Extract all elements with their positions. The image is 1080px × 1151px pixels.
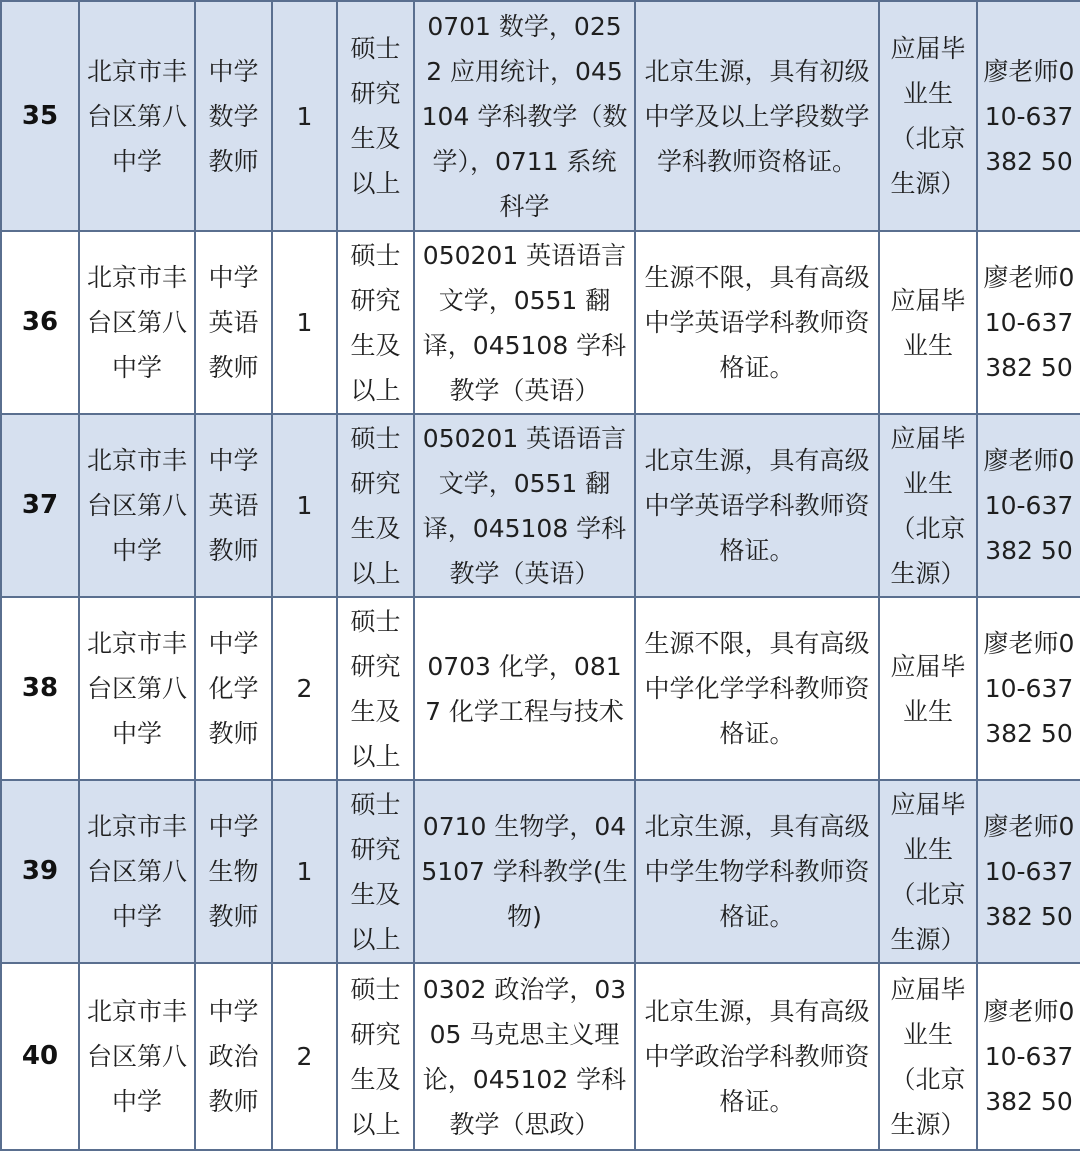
row-number: 38: [1, 597, 79, 780]
row-number: 40: [1, 963, 79, 1150]
requirement-cell: 北京生源，具有高级中学生物学科教师资格证。: [635, 780, 879, 963]
position-cell: 中学化学教师: [195, 597, 272, 780]
requirement-cell: 北京生源，具有初级中学及以上学段数学学科教师资格证。: [635, 1, 879, 231]
major-cell: 0701 数学，0252 应用统计，045104 学科教学（数学），0711 系统科学: [414, 1, 635, 231]
position-cell: 中学数学教师: [195, 1, 272, 231]
contact-cell: 廖老师010-637382 50: [977, 597, 1080, 780]
count-cell: 2: [272, 597, 337, 780]
requirement-cell: 北京生源，具有高级中学英语学科教师资格证。: [635, 414, 879, 597]
major-cell: 050201 英语语言文学，0551 翻译，045108 学科教学（英语）: [414, 231, 635, 414]
requirement-cell: 北京生源，具有高级中学政治学科教师资格证。: [635, 963, 879, 1150]
degree-cell: 硕士研究生及以上: [337, 414, 414, 597]
major-cell: 0302 政治学，0305 马克思主义理论，045102 学科教学（思政）: [414, 963, 635, 1150]
count-cell: 1: [272, 780, 337, 963]
contact-cell: 廖老师010-637382 50: [977, 414, 1080, 597]
contact-cell: 廖老师010-637382 50: [977, 231, 1080, 414]
major-cell: 0710 生物学，045107 学科教学(生物): [414, 780, 635, 963]
row-number: 39: [1, 780, 79, 963]
school-cell: 北京市丰台区第八中学: [79, 414, 195, 597]
requirement-cell: 生源不限，具有高级中学化学学科教师资格证。: [635, 597, 879, 780]
applicant-cell: 应届毕业生（北京生源）: [879, 963, 977, 1150]
position-cell: 中学英语教师: [195, 414, 272, 597]
position-cell: 中学生物教师: [195, 780, 272, 963]
school-cell: 北京市丰台区第八中学: [79, 963, 195, 1150]
applicant-cell: 应届毕业生（北京生源）: [879, 780, 977, 963]
count-cell: 1: [272, 414, 337, 597]
degree-cell: 硕士研究生及以上: [337, 597, 414, 780]
count-cell: 2: [272, 963, 337, 1150]
table-row: [1, 963, 1080, 1150]
table-row: [1, 414, 1080, 597]
table-row: [1, 780, 1080, 963]
row-number: 35: [1, 1, 79, 231]
row-number: 37: [1, 414, 79, 597]
position-cell: 中学政治教师: [195, 963, 272, 1150]
position-cell: 中学英语教师: [195, 231, 272, 414]
school-cell: 北京市丰台区第八中学: [79, 231, 195, 414]
school-cell: 北京市丰台区第八中学: [79, 780, 195, 963]
applicant-cell: 应届毕业生（北京生源）: [879, 414, 977, 597]
contact-cell: 廖老师010-637382 50: [977, 1, 1080, 231]
requirement-cell: 生源不限，具有高级中学英语学科教师资格证。: [635, 231, 879, 414]
degree-cell: 硕士研究生及以上: [337, 231, 414, 414]
degree-cell: 硕士研究生及以上: [337, 1, 414, 231]
major-cell: 0703 化学，0817 化学工程与技术: [414, 597, 635, 780]
row-number: 36: [1, 231, 79, 414]
degree-cell: 硕士研究生及以上: [337, 780, 414, 963]
table-row: [1, 231, 1080, 414]
degree-cell: 硕士研究生及以上: [337, 963, 414, 1150]
major-cell: 050201 英语语言文学，0551 翻译，045108 学科教学（英语）: [414, 414, 635, 597]
school-cell: 北京市丰台区第八中学: [79, 1, 195, 231]
contact-cell: 廖老师010-637382 50: [977, 963, 1080, 1150]
contact-cell: 廖老师010-637382 50: [977, 780, 1080, 963]
count-cell: 1: [272, 231, 337, 414]
table-row: [1, 1, 1080, 231]
applicant-cell: 应届毕业生: [879, 231, 977, 414]
school-cell: 北京市丰台区第八中学: [79, 597, 195, 780]
count-cell: 1: [272, 1, 337, 231]
table-row: [1, 597, 1080, 780]
applicant-cell: 应届毕业生: [879, 597, 977, 780]
applicant-cell: 应届毕业生（北京生源）: [879, 1, 977, 231]
